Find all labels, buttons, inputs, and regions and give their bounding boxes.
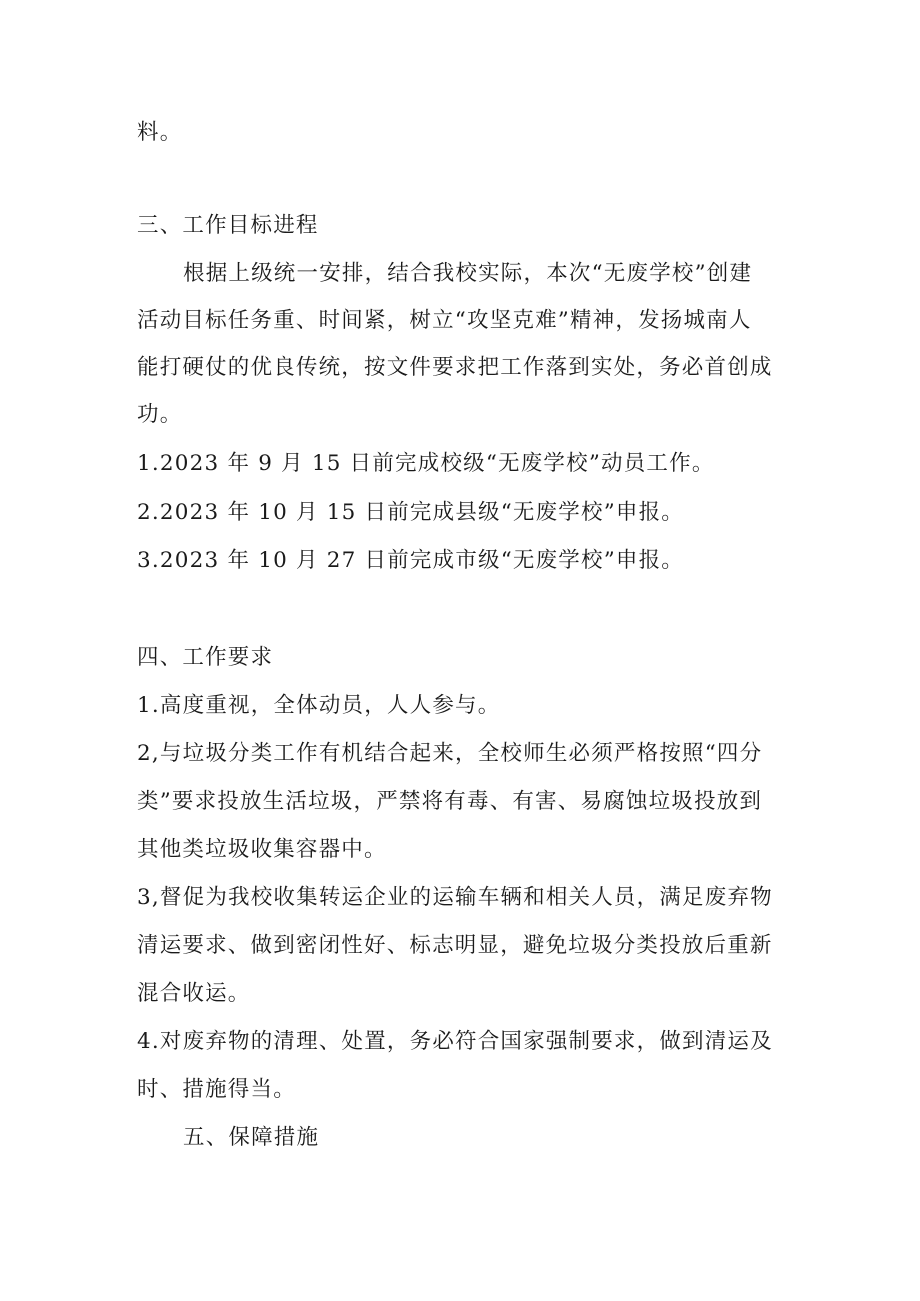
list-item-goal-1: 1.2023 年 9 月 15 日前完成校级“无废学校”动员工作。	[137, 451, 715, 476]
paragraph-line: 能打硬仗的优良传统，按文件要求把工作落到实处，务必首创成	[137, 355, 773, 380]
paragraph-line: 其他类垃圾收集容器中。	[137, 837, 387, 862]
list-item-goal-2: 2.2023 年 10 月 15 日前完成县级“无废学校”申报。	[137, 500, 685, 525]
paragraph-line: 类”要求投放生活垃圾，严禁将有毒、有害、易腐蚀垃圾投放到	[137, 789, 763, 814]
paragraph-continuation: 料。	[137, 120, 183, 145]
paragraph-line: 混合收运。	[137, 981, 251, 1006]
list-item-requirement-2: 2,与垃圾分类工作有机结合起来，全校师生必须严格按照“四分	[137, 741, 763, 766]
list-item-requirement-1: 1.高度重视，全体动员，人人参与。	[137, 693, 501, 718]
paragraph-line: 时、措施得当。	[137, 1077, 296, 1102]
section-heading-3: 三、工作目标进程	[137, 213, 319, 238]
list-item-goal-3: 3.2023 年 10 月 27 日前完成市级“无废学校”申报。	[137, 548, 685, 573]
paragraph-line: 根据上级统一安排，结合我校实际，本次“无废学校”创建	[183, 261, 753, 286]
list-item-requirement-4: 4.对废弃物的清理、处置，务必符合国家强制要求，做到清运及	[137, 1029, 773, 1054]
section-heading-4: 四、工作要求	[137, 645, 274, 670]
section-heading-5: 五、保障措施	[183, 1125, 320, 1150]
list-item-requirement-3: 3,督促为我校收集转运企业的运输车辆和相关人员，满足废弃物	[137, 885, 773, 910]
paragraph-line: 功。	[137, 402, 183, 427]
paragraph-line: 活动目标任务重、时间紧，树立“攻坚克难”精神，发扬城南人	[137, 308, 752, 333]
paragraph-line: 清运要求、做到密闭性好、标志明显，避免垃圾分类投放后重新	[137, 933, 773, 958]
